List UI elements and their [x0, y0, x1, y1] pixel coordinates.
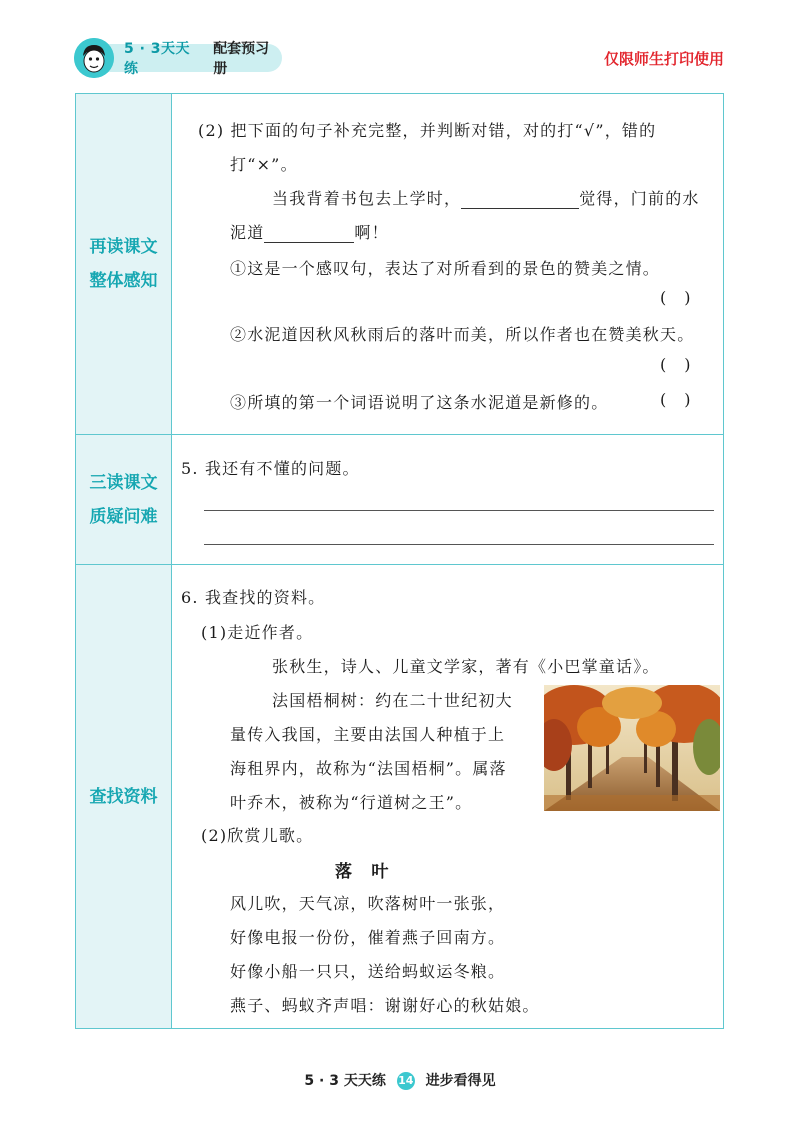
judge-item-1: ①这是一个感叹句，表达了对所看到的景色的赞美之情。 — [230, 259, 661, 278]
fill-sentence-line2 — [230, 220, 389, 243]
sentence-part: 泥道 — [230, 223, 265, 242]
question-6: 6. 我查找的资料。 — [181, 588, 326, 607]
answer-paren-2[interactable]: () — [660, 355, 709, 374]
header-banner — [102, 41, 282, 77]
judge-item-2: ②水泥道因秋风秋雨后的落叶而美，所以作者也在赞美秋天。 — [230, 325, 695, 344]
label-line: 质疑问难 — [89, 507, 158, 527]
worksheet-table — [75, 93, 724, 1029]
page-footer — [0, 1070, 800, 1090]
plane-tree-avenue-photo — [544, 685, 720, 811]
section-questions — [76, 434, 723, 565]
tree-info-line: 法国梧桐树：约在二十世纪初大 — [272, 691, 513, 710]
label-line: 三读课文 — [89, 473, 158, 493]
sentence-part: 啊！ — [354, 223, 389, 242]
section-label — [76, 565, 172, 1028]
print-notice: 仅限师生打印使用 — [603, 50, 724, 68]
judge-item-3: ③所填的第一个词语说明了这条水泥道是新修的。 — [230, 393, 609, 412]
series-title: 5 · 3天天练 — [124, 41, 191, 77]
label-line: 查找资料 — [89, 786, 158, 807]
question-intro: (2) 把下面的句子补充完整，并判断对错，对的打“√”，错的 — [198, 121, 657, 140]
sub-question-1: (1)走近作者。 — [201, 623, 314, 642]
answer-line-1[interactable] — [204, 510, 714, 511]
poem-title: 落 叶 — [335, 862, 390, 882]
blank-answer-2[interactable] — [264, 224, 354, 243]
book-title: 配套预习册 — [213, 41, 270, 77]
label-line: 整体感知 — [89, 271, 158, 291]
answer-paren-1[interactable]: () — [660, 288, 709, 307]
page-number: 14 — [397, 1072, 415, 1090]
question-intro-cont: 打“×”。 — [230, 155, 298, 174]
cartoon-boy-icon — [74, 38, 114, 78]
footer-slogan: 进步看得见 — [425, 1073, 496, 1089]
poem-line: 好像电报一份份，催着燕子回南方。 — [230, 928, 506, 947]
answer-paren-3[interactable]: () — [660, 390, 709, 409]
poem-line: 燕子、蚂蚁齐声唱：谢谢好心的秋姑娘。 — [230, 996, 540, 1015]
label-line: 再读课文 — [89, 237, 158, 257]
answer-line-2[interactable] — [204, 544, 714, 545]
author-info: 张秋生，诗人、儿童文学家，著有《小巴掌童话》。 — [272, 657, 660, 676]
question-5: 5. 我还有不懂的问题。 — [181, 459, 360, 478]
page-header — [0, 0, 800, 84]
tree-info-line: 海租界内，故称为“法国梧桐”。属落 — [230, 759, 507, 778]
sentence-part: 当我背着书包去上学时， — [272, 189, 462, 208]
footer-series: 5 · 3 天天练 — [304, 1073, 386, 1089]
poem-line: 风儿吹，天气凉，吹落树叶一张张， — [230, 894, 506, 913]
fill-sentence-line1 — [272, 186, 700, 209]
sub-question-2: (2)欣赏儿歌。 — [201, 826, 314, 845]
blank-answer-1[interactable] — [461, 190, 579, 209]
poem-line: 好像小船一只只，送给蚂蚁运冬粮。 — [230, 962, 506, 981]
section-label — [76, 94, 172, 434]
tree-info-line: 量传入我国，主要由法国人种植于上 — [230, 725, 506, 744]
section-label — [76, 435, 172, 565]
sentence-part: 觉得，门前的水 — [579, 189, 700, 208]
tree-info-line: 叶乔木，被称为“行道树之王”。 — [230, 793, 473, 812]
